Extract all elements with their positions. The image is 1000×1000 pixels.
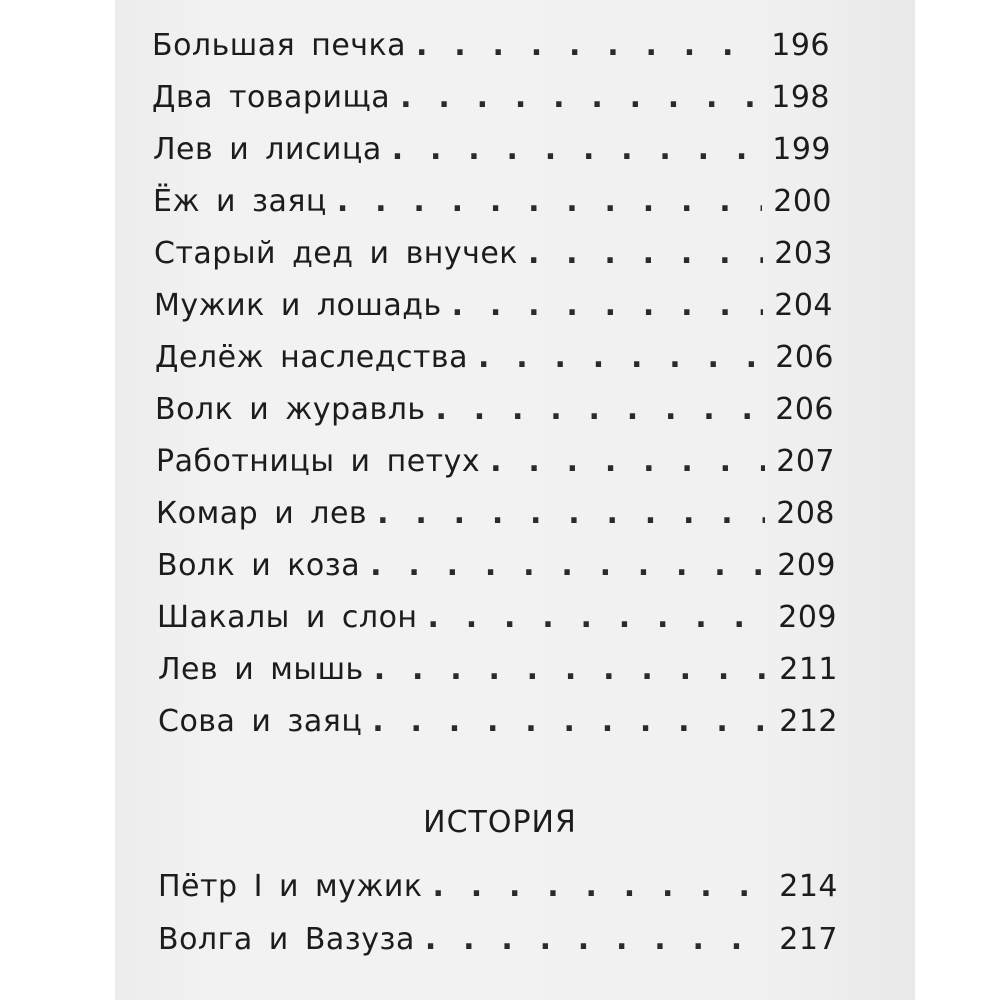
toc-entry (154, 288, 833, 323)
toc-entry (158, 704, 838, 739)
dot-leader (436, 392, 764, 427)
toc-entry (152, 80, 830, 115)
toc-entry (153, 132, 831, 167)
dot-leader (400, 80, 760, 115)
dot-leader (428, 600, 767, 635)
toc-entry-page: 203 (774, 236, 833, 271)
toc-entry (153, 184, 832, 219)
toc-entry-page: 206 (775, 340, 834, 375)
toc-entry-page: 206 (775, 392, 834, 427)
toc-entry (155, 392, 834, 427)
dot-leader (370, 548, 766, 583)
dot-leader (452, 288, 763, 323)
dot-leader (416, 28, 760, 63)
toc-entry-page: 212 (779, 704, 838, 739)
toc-entry (157, 600, 837, 635)
toc-entry-title: Ёж и заяц (153, 184, 327, 219)
dot-leader (374, 652, 768, 687)
toc-entry-title: Мужик и лошадь (154, 288, 442, 323)
toc-entry (158, 922, 838, 957)
section-heading: ИСТОРИЯ (423, 805, 577, 840)
toc-entry-page: 204 (774, 288, 833, 323)
dot-leader (478, 340, 764, 375)
toc-entry-title: Лев и лисица (153, 132, 382, 167)
toc-entry-page: 196 (771, 28, 830, 63)
dot-leader (433, 869, 768, 904)
toc-entry-title: Шакалы и слон (157, 600, 418, 635)
dot-leader (337, 184, 762, 219)
toc-entry-title: Лев и мышь (158, 652, 364, 687)
toc-entry-title: Комар и лев (156, 496, 368, 531)
toc-entry-page: 209 (777, 548, 836, 583)
toc-entry-title: Волк и коза (157, 548, 361, 583)
toc-entry-title: Работницы и петух (156, 444, 481, 479)
dot-leader (392, 132, 761, 167)
toc-entry-title: Пётр I и мужик (158, 869, 423, 904)
toc-entry-title: Старый дед и внучек (154, 236, 518, 271)
dot-leader (377, 496, 765, 531)
toc-entry (152, 28, 830, 63)
toc-entry-page: 211 (779, 652, 838, 687)
dot-leader (490, 444, 765, 479)
toc-entry-page: 199 (772, 132, 831, 167)
toc-entry-page: 214 (779, 869, 838, 904)
toc-entry (154, 236, 833, 271)
toc-entry-title: Делёж наследства (155, 340, 468, 375)
toc-entry-title: Сова и заяц (158, 704, 363, 739)
toc-entry-page: 208 (776, 496, 835, 531)
toc-entry-title: Большая печка (152, 28, 407, 63)
dot-leader (528, 236, 763, 271)
toc-entry-page: 200 (773, 184, 832, 219)
toc-entry (156, 496, 835, 531)
dot-leader (425, 922, 768, 957)
dot-leader (372, 704, 768, 739)
toc-entry (156, 444, 835, 479)
toc-entry-title: Волга и Вазуза (158, 922, 415, 957)
toc-entry-title: Волк и журавль (155, 392, 426, 427)
toc-entry-page: 209 (778, 600, 837, 635)
toc-entry (158, 652, 838, 687)
toc-entry-title: Два товарища (152, 80, 391, 115)
toc-entry-page: 198 (771, 80, 830, 115)
toc-entry (157, 548, 836, 583)
toc-entry-page: 217 (779, 922, 838, 957)
toc-entry (158, 869, 838, 904)
toc-entry-page: 207 (776, 444, 835, 479)
toc-entry (155, 340, 834, 375)
